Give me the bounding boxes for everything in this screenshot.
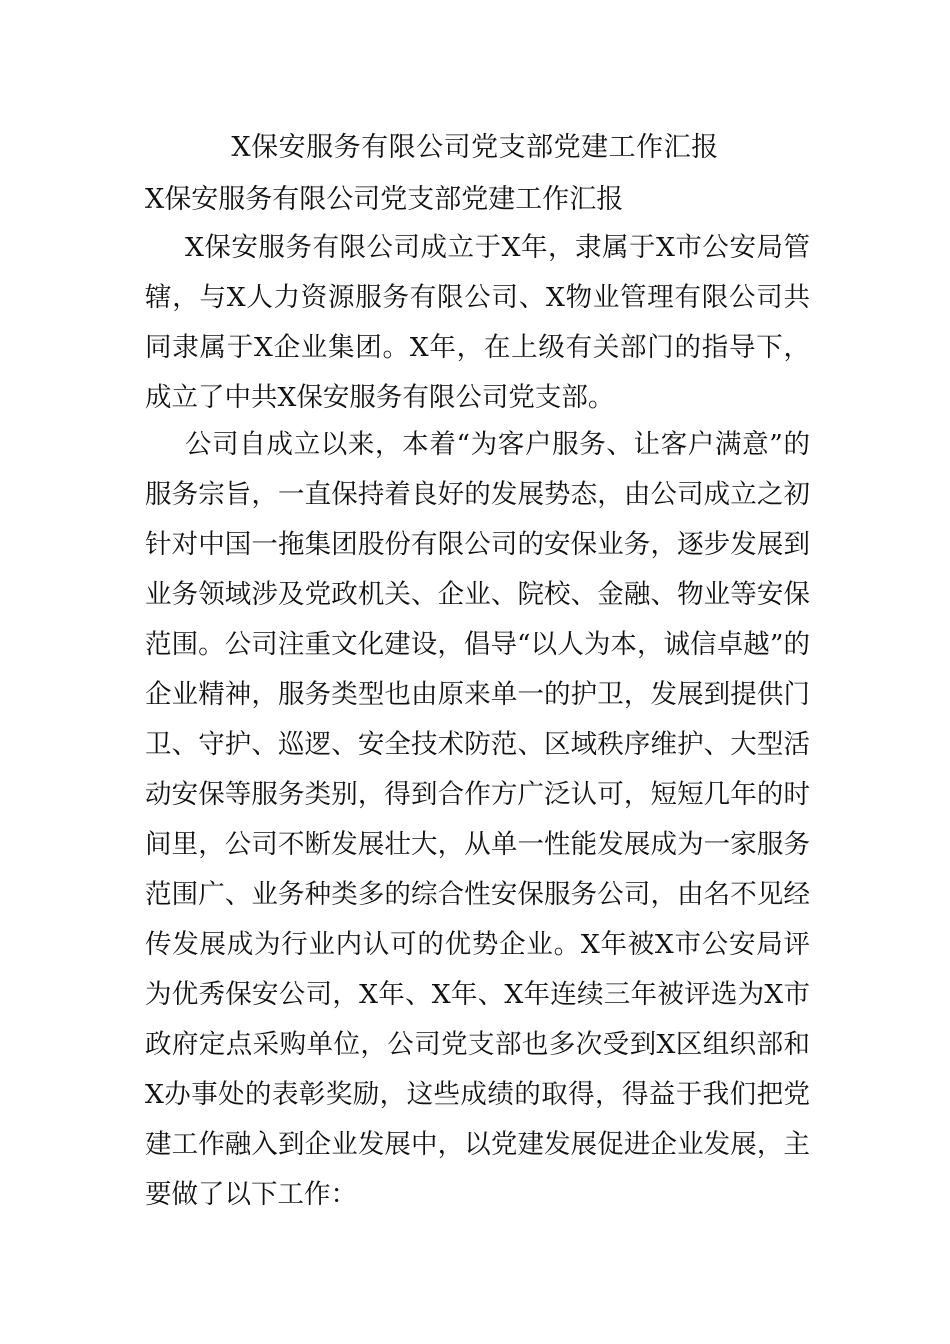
body-paragraph-development: 公司自成立以来，本着“为客户服务、让客户满意”的服务宗旨，一直保持着良好的发展势态，由公司成立之初针对中国一拖集团股份有限公司的安保业务，逐步发展到业务领域涉及党政机关、企业、院校、金融、物业等安保范围。公司注重文化建设，倡导“以人为本，诚信卓越”的企业精神，服务类型也由原来单一的护卫，发展到提供门卫、守护、巡逻、安全技术防范、区域秩序维护、大型活动安保等服务类别，得到合作方广泛认可，短短几年的时间里，公司不断发展壮大，从单一性能发展成为一家服务范围广、业务种类多的综合性安保服务公司，由名不见经传发展成为行业内认可的优势企业。X年被X市公安局评为优秀保安公司，X年、X年、X年连续三年被评选为X市政府定点采购单位，公司党支部也多次受到X区组织部和X办事处的表彰奖励，这些成绩的取得，得益于我们把党建工作融入到企业发展中，以党建发展促进企业发展，主要做了以下工作： — [145, 429, 810, 1210]
document-subtitle: X保安服务有限公司党支部党建工作汇报 — [145, 184, 624, 215]
document-title: X保安服务有限公司党支部党建工作汇报 — [231, 132, 719, 163]
body-paragraph-intro: X保安服务有限公司成立于X年，隶属于X市公安局管辖，与X人力资源服务有限公司、X物业管理有限公司共同隶属于X企业集团。X年，在上级有关部门的指导下，成立了中共X保安服务有限公司党支部。 — [145, 232, 810, 413]
